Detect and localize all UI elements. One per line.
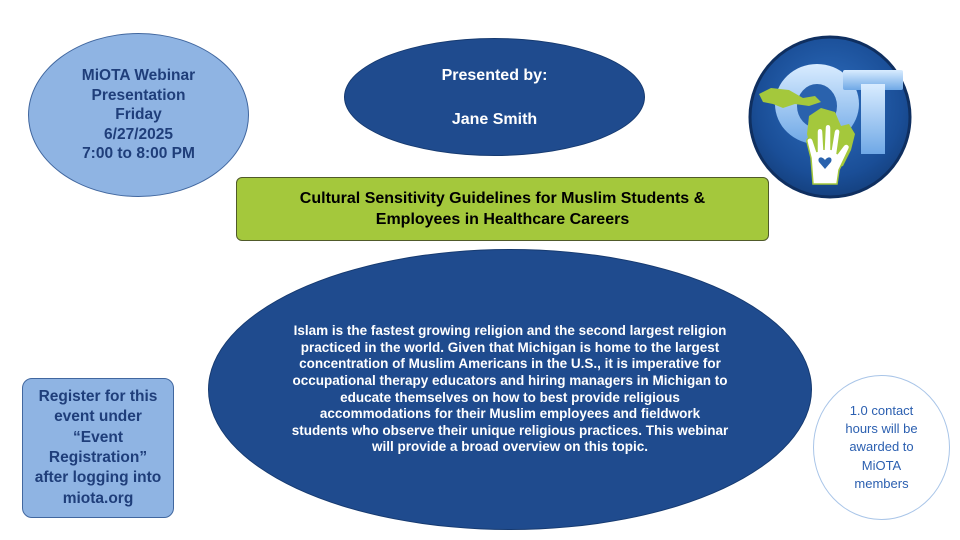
webinar-description: Islam is the fastest growing religion and the second largest religion practiced in the world. Given that Michigan is home to the largest concentration of Muslim Americans in the U.S., it is imperative for occupational therapy educators and hiring managers in Michigan to educate themselves on how to best provide religious accommodations for their Muslim employees and fieldwork students who observe their unique religious practices. This webinar will provide a broad overview on this topic. — [291, 323, 729, 455]
webinar-info-ellipse — [28, 33, 249, 197]
register-box — [22, 378, 174, 518]
description-ellipse — [208, 249, 812, 530]
presenter-name: Jane Smith — [451, 110, 538, 128]
presenter-ellipse — [344, 38, 645, 156]
register-instructions: Register for this event under “Event Registration” after logging into miota.org — [34, 387, 162, 507]
webinar-info-line: Friday — [115, 106, 162, 124]
webinar-info-line: MiOTA Webinar — [81, 67, 196, 85]
webinar-info-line: Presentation — [91, 86, 186, 104]
webinar-info-line: 6/27/2025 — [104, 125, 173, 143]
webinar-title-line: Cultural Sensitivity Guidelines for Muslim Students & — [299, 190, 706, 207]
ot-logo-icon — [745, 32, 915, 202]
presented-by-label: Presented by: — [441, 66, 548, 84]
miota-logo — [745, 32, 915, 202]
contact-hours-text: 1.0 contact hours will be awarded to MiOTA members — [845, 402, 918, 491]
webinar-title-banner — [236, 177, 769, 241]
webinar-title-line: Employees in Healthcare Careers — [375, 211, 630, 228]
contact-hours-circle — [813, 375, 950, 520]
webinar-info-line: 7:00 to 8:00 PM — [82, 145, 195, 163]
